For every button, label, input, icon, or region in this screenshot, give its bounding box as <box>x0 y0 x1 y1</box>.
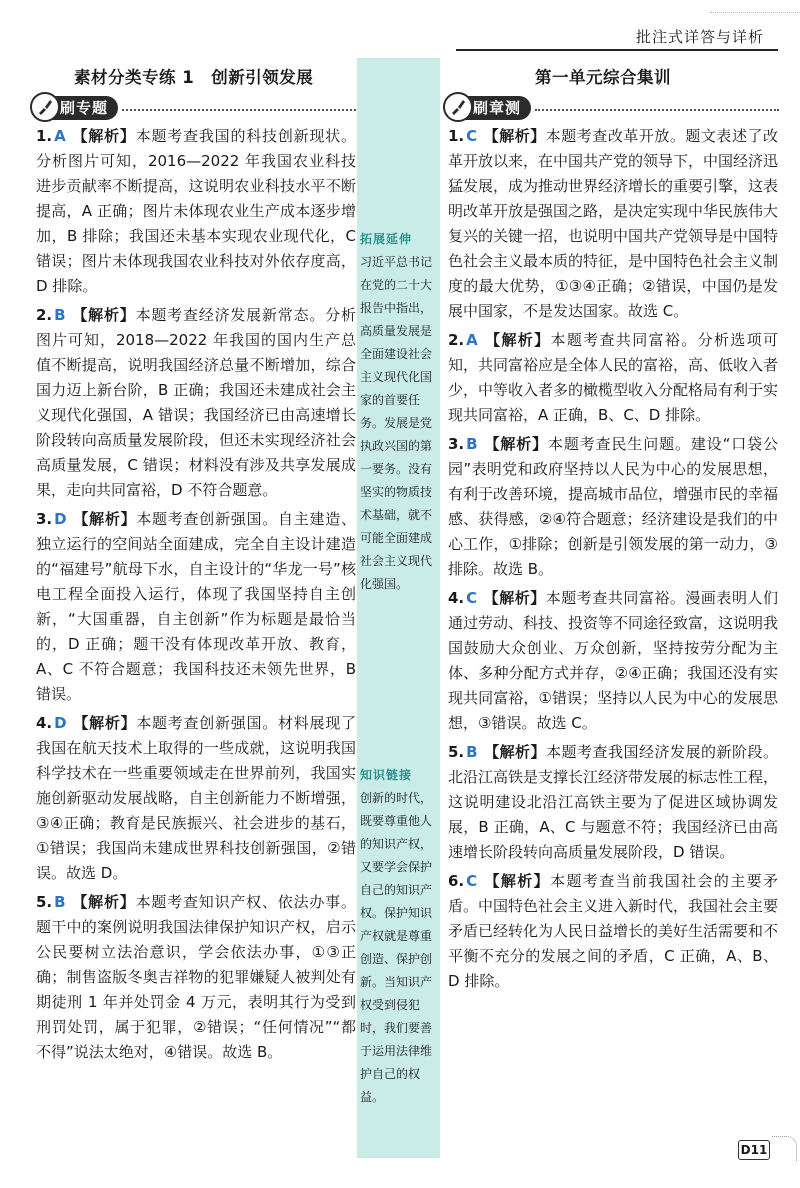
left-section-badge-row <box>34 96 360 120</box>
section-badge-left <box>34 96 118 120</box>
answer-choice: B <box>466 435 478 453</box>
answer-choice: A <box>466 331 478 349</box>
answer-item <box>36 507 356 707</box>
answer-item <box>448 124 778 324</box>
brush-icon <box>443 92 473 122</box>
analysis-text: 本题考查经济发展新常态。分析图片可知，2018—2022 年我国的国内生产总值不断提高，说明我国经济总量不断增加，综合国力迈上新台阶，B 正确；我国还未建成社会主义现代化强国，A 错误；我国经济已由高速增长阶段转向高质量发展阶段，但还未实现经济社会高质量发展，C 错误；材料没有涉及共享发展成果，走向共同富裕，D 不符合题意。 <box>36 306 356 499</box>
question-number: 2. <box>448 331 465 349</box>
left-answer-column <box>36 124 356 1069</box>
page-corner-decoration <box>772 1136 797 1161</box>
analysis-tag: 【解析】 <box>483 589 546 607</box>
answer-choice: C <box>466 127 478 145</box>
analysis-text: 本题考查民生问题。建设“口袋公园”表明党和政府坚持以人民为中心的发展思想，有利于改善环境，提高城市品位，增强市民的幸福感、获得感，②④符合题意；经济建设是我们的中心工作，①排除；创新是引领发展的第一动力，③排除。故选 B。 <box>448 435 779 578</box>
analysis-text: 本题考查我国经济发展的新阶段。北沿江高铁是支撑长江经济带发展的标志性工程，这说明建设北沿江高铁主要为了促进区域协调发展，B 正确，A、C 与题意不符；我国经济已由高速增长阶段转向高质量发展阶段，D 错误。 <box>448 743 779 861</box>
dotted-rule <box>535 109 779 111</box>
analysis-text: 本题考查改革开放。题文表述了改革开放以来，在中国共产党的领导下，中国经济迅猛发展，成为推动世界经济增长的重要引擎，这表明改革开放是强国之路，是决定实现中华民族伟大复兴的关键一招，也说明中国共产党领导是中国特色社会主义最本质的特征，是中国特色社会主义制度的最大优势，①③④正确；②错误，中国仍是发展中国家，不是发达国家。故选 C。 <box>448 127 779 320</box>
answer-choice: B <box>54 306 66 324</box>
answer-choice: B <box>54 893 66 911</box>
analysis-tag: 【解析】 <box>71 306 136 324</box>
analysis-tag: 【解析】 <box>72 714 137 732</box>
question-number: 1. <box>36 127 53 145</box>
analysis-tag: 【解析】 <box>72 510 137 528</box>
question-number: 2. <box>36 306 53 324</box>
answer-choice: A <box>54 127 66 145</box>
answer-choice: D <box>54 714 67 732</box>
section-badge-left-label: 刷专题 <box>60 99 109 117</box>
answer-choice: C <box>466 872 478 890</box>
question-number: 6. <box>448 872 465 890</box>
sidebar-note-extension <box>360 228 438 596</box>
answer-item <box>36 303 356 503</box>
analysis-tag: 【解析】 <box>483 331 551 349</box>
right-answer-column <box>448 124 778 998</box>
answer-choice: D <box>54 510 67 528</box>
section-badge-right-label: 刷章测 <box>473 99 522 117</box>
question-number: 4. <box>36 714 53 732</box>
analysis-tag: 【解析】 <box>483 743 547 761</box>
right-section-badge-row <box>447 96 779 120</box>
analysis-text: 本题考查创新强国。自主建造、独立运行的空间站全面建成，完全自主设计建造的“福建号”航母下水，自主设计的“华龙一号”核电工程全面投入运行，体现了我国坚持自主创新，“大国重器，自主创新”作为标题是最恰当的，D 正确；题干没有体现改革开放、教育，A、C 不符合题意；我国科技还未领先世界，B 错误。 <box>36 510 356 703</box>
answer-item <box>448 740 778 865</box>
analysis-text: 本题考查创新强国。材料展现了我国在航天技术上取得的一些成就，这说明我国科学技术在一些重要领域走在世界前列，我国实施创新驱动发展战略，自主创新能力不断增强，③④正确；教育是民族振兴、社会进步的基石，①错误；我国尚未建成世界科技创新强国，②错误。故选 D。 <box>36 714 356 882</box>
analysis-tag: 【解析】 <box>71 127 136 145</box>
question-number: 3. <box>448 435 465 453</box>
answer-item <box>448 586 778 736</box>
sidebar-note-text: 创新的时代，既要尊重他人的知识产权，又要学会保护自己的知识产权。保护知识产权就是尊重创造、保护创新。当知识产权受到侵犯时，我们要善于运用法律维护自己的权益。 <box>360 791 433 1104</box>
analysis-text: 本题考查共同富裕。漫画表明人们通过劳动、科技、投资等不同途径致富，这说明我国鼓励大众创业、万众创新，坚持按劳分配为主体、多种分配方式并存，②④正确；我国还没有实现共同富裕，①错误；坚持以人民为中心的发展思想，③错误。故选 C。 <box>448 589 779 732</box>
analysis-text: 本题考查共同富裕。分析选项可知，共同富裕应是全体人民的富裕，高、低收入者少，中等收入者多的橄榄型收入分配格局有利于实现共同富裕，A 正确，B、C、D 排除。 <box>448 331 779 424</box>
analysis-text: 本题考查知识产权、依法办事。题干中的案例说明我国法律保护知识产权，启示公民要树立法治意识，学会依法办事，①③正确；制售盗版冬奥吉祥物的犯罪嫌疑人被判处有期徒刑 1 年并处罚金 4 万元，表明其行为受到刑罚处罚，属于犯罪，②错误；“任何情况”“都不得”说法太绝对，④错误。故选 B。 <box>36 893 356 1061</box>
analysis-tag: 【解析】 <box>483 127 546 145</box>
sidebar-note-knowledge-link <box>360 764 438 1109</box>
answer-item <box>448 869 778 994</box>
brush-icon <box>30 92 60 122</box>
right-column-title: 第一单元综合集训 <box>535 68 671 87</box>
page-number: D11 <box>738 1140 770 1160</box>
question-number: 1. <box>448 127 465 145</box>
answer-item <box>36 124 356 299</box>
analysis-tag: 【解析】 <box>71 893 136 911</box>
answer-choice: C <box>466 589 478 607</box>
analysis-text: 本题考查当前我国社会的主要矛盾。中国特色社会主义进入新时代，我国社会主要矛盾已经转化为人民日益增长的美好生活需要和不平衡不充分的发展之间的矛盾，C 正确，A、B、D 排除。 <box>448 872 779 990</box>
answer-choice: B <box>466 743 478 761</box>
question-number: 5. <box>448 743 465 761</box>
left-column-title: 素材分类专练 1 创新引领发展 <box>74 68 314 87</box>
answer-item <box>448 432 778 582</box>
analysis-text: 本题考查我国的科技创新现状。分析图片可知，2016—2022 年我国农业科技进步贡献率不断提高，这说明农业科技水平不断提高，A 正确；图片未体现农业生产成本逐步增加，B 排除；我国还未基本实现农业现代化，C 错误；图片未体现我国农业科技对外依存度高，D 排除。 <box>36 127 356 295</box>
answer-item <box>36 890 356 1065</box>
section-badge-right <box>447 96 531 120</box>
answer-item <box>448 328 778 428</box>
question-number: 3. <box>36 510 53 528</box>
sidebar-note-heading: 拓展延伸 <box>360 232 413 246</box>
analysis-tag: 【解析】 <box>483 872 551 890</box>
analysis-tag: 【解析】 <box>483 435 548 453</box>
dotted-rule <box>122 109 360 111</box>
header-corner-decoration <box>710 0 800 13</box>
header-rule <box>456 49 778 51</box>
header-right-label: 批注式详答与详析 <box>635 28 764 46</box>
question-number: 5. <box>36 893 53 911</box>
question-number: 4. <box>448 589 465 607</box>
sidebar-note-text: 习近平总书记在党的二十大报告中指出，高质量发展是全面建设社会主义现代化国家的首要任务。发展是党执政兴国的第一要务。没有坚实的物质技术基础，就不可能全面建成社会主义现代化强国。 <box>360 255 433 591</box>
answer-item <box>36 711 356 886</box>
sidebar-note-heading: 知识链接 <box>360 768 413 782</box>
